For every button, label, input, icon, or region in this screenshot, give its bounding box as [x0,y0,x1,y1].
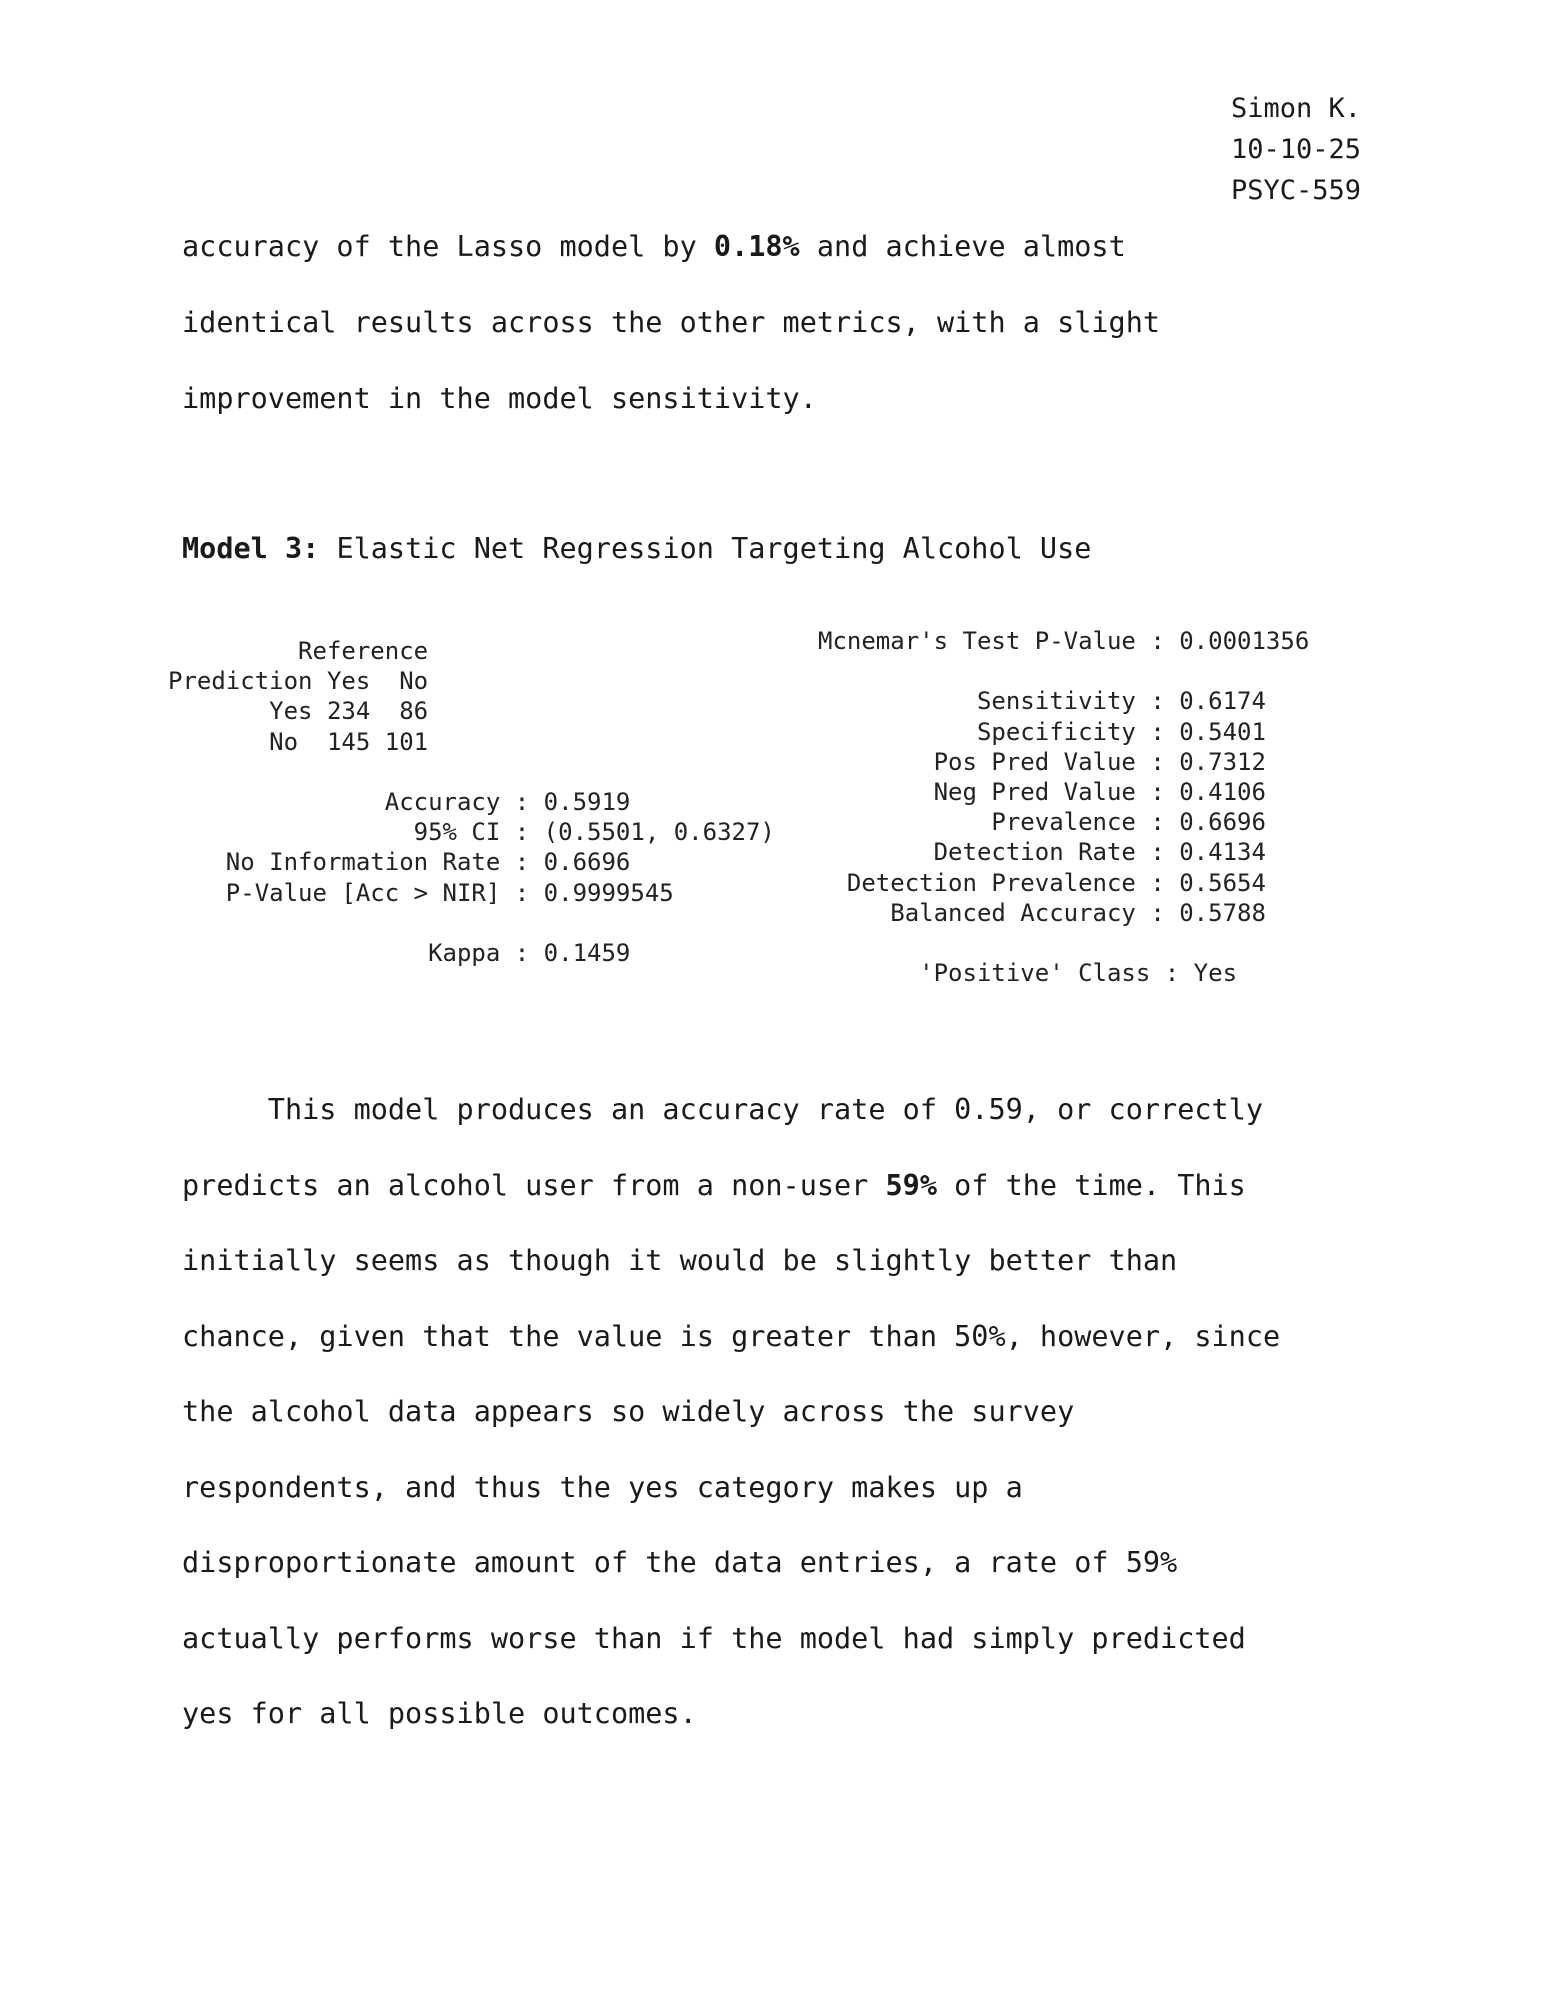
course-code: PSYC-559 [1231,175,1362,206]
r-output-line: No 145 101 [168,727,429,756]
r-output-line: Prediction Yes No [168,667,429,696]
r-output-line: Detection Rate : 0.4134 [818,838,1266,867]
r-output-line: P-Value [Acc > NIR] : 0.9999545 [168,878,674,907]
paragraph-lasso-comparison [182,209,1160,437]
r-output-line: Prevalence : 0.6696 [818,808,1266,837]
r-output-line: Neg Pred Value : 0.4106 [818,778,1266,807]
header-date: 10-10-25 [1231,134,1362,165]
author-name: Simon K. [1231,93,1362,124]
text-line: This model produces an accuracy rate of 0.59, or correctly [182,1093,1263,1126]
text-run: accuracy of the Lasso model by [182,230,714,263]
statistics-output [818,626,1309,988]
r-output-line: Sensitivity : 0.6174 [818,687,1266,716]
model-label: Model 3: [182,532,320,565]
paragraph-model-interpretation [182,1072,1280,1752]
text-line: initially seems as though it would be slightly better than [182,1244,1178,1277]
text-line: the alcohol data appears so widely across the survey [182,1395,1075,1428]
r-output-line: 'Positive' Class : Yes [818,959,1238,988]
model-title: Elastic Net Regression Targeting Alcohol Use [319,532,1092,565]
r-output-line: Yes 234 86 [168,697,429,726]
r-output-line [168,757,775,787]
page-header [1231,88,1361,211]
text-line: improvement in the model sensitivity. [182,382,817,415]
bold-value: 0.18% [713,230,800,263]
r-output-line: Accuracy : 0.5919 [168,788,631,817]
r-output-line [168,908,775,938]
text-line: yes for all possible outcomes. [182,1697,697,1730]
text-line: respondents, and thus the yes category makes up a [182,1470,1023,1504]
r-output-line: Mcnemar's Test P-Value : 0.0001356 [818,627,1310,655]
r-output-line: Specificity : 0.5401 [818,717,1266,746]
r-output-line: Pos Pred Value : 0.7312 [818,747,1266,776]
r-output-line: No Information Rate : 0.6696 [168,848,631,877]
text-line: disproportionate amount of the data entries, a rate of 59% [182,1546,1178,1579]
r-output-line [818,656,1309,686]
r-output-line [818,928,1309,958]
r-output-line: 95% CI : (0.5501, 0.6327) [168,818,775,847]
text-run: of the time. This [936,1168,1246,1202]
r-output-line: Reference [168,637,429,665]
r-output-line: Kappa : 0.1459 [168,939,631,968]
r-output-line: Balanced Accuracy : 0.5788 [818,898,1266,927]
text-run: and achieve almost [799,230,1126,263]
text-line: actually performs worse than if the model had simply predicted [182,1621,1246,1655]
text-line: chance, given that the value is greater than 50%, however, since [182,1319,1281,1353]
text-run: predicts an alcohol user from a non-user [182,1168,886,1202]
bold-value: 59% [885,1168,937,1202]
model-heading [182,532,1091,565]
r-output-line: Detection Prevalence : 0.5654 [818,868,1266,897]
confusion-matrix-output [168,636,775,968]
text-line: identical results across the other metrics, with a slight [182,306,1161,339]
